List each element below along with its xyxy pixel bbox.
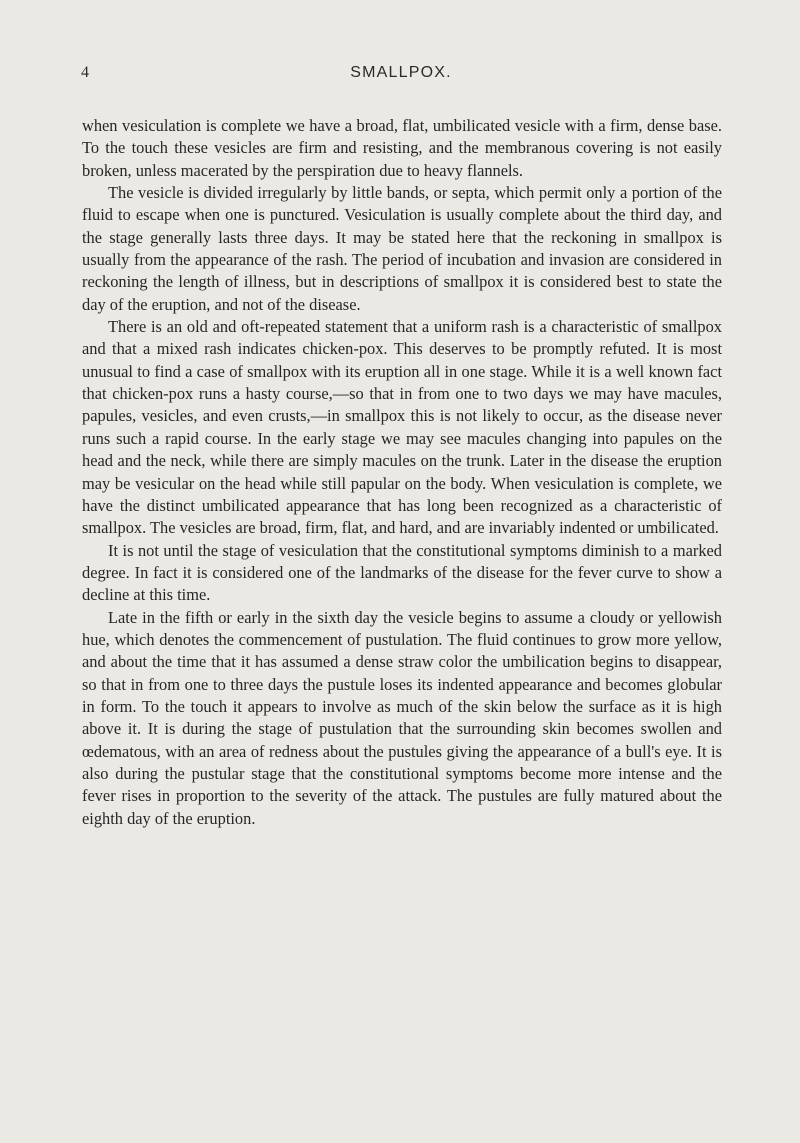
paragraph-mixed-rash: There is an old and oft-repeated statement that a uniform rash is a characteristic of smallpox and that a mixed rash indicates chicken-pox. This deserves to be promptly refuted. It is most unusual to find a case of smallpox with its eruption all in one stage. While it is a well known fact that chicken-pox runs a hasty course,—so that in from one to two days we may have macules, papules, vesicles, and even crusts,—in smallpox this is not likely to occur, as the disease never runs such a rapid course. In the early stage we may see macules changing into papules on the head and the neck, while there are simply macules on the trunk. Later in the disease the eruption may be vesicular on the head while still papular on the body. When vesiculation is complete, we have the distinct umbilicated appearance that has long been recognized as a characteristic of smallpox. The vesicles are broad, firm, flat, and hard, and are invariably indented or umbilicated. [82,317,722,538]
paragraph-vesicle-septa: The vesicle is divided irregularly by little bands, or septa, which permit only a portion of the fluid to escape when one is punctured. Vesiculation is usually complete about the third day, and the stage generally lasts three days. It may be stated here that the reckoning in smallpox is usually from the appearance of the rash. The period of incubation and invasion are considered in reckoning the length of illness, but in descriptions of smallpox it is considered best to state the day of the eruption, and not of the disease. [82,183,722,314]
running-head: SMALLPOX. [350,64,452,81]
paragraph-constitutional-symptoms: It is not until the stage of vesiculation that the constitutional symptoms diminish to a marked degree. In fact it is considered one of the landmarks of the disease for the fever curve to show a decline at this time. [82,540,722,605]
body-text [82,115,722,830]
page-header [81,64,721,94]
page-number: 4 [81,64,89,81]
paragraph-pustulation: Late in the fifth or early in the sixth day the vesicle begins to assume a cloudy or yellowish hue, which denotes the commencement of pustulation. The fluid continues to grow more yellow, and about the time that it has assumed a dense straw color the umbilication begins to disappear, so that in from one to three days the pustule loses its indented appearance and becomes globular in form. To the touch it appears to involve as much of the skin below the surface as it is high above it. It is during the stage of pustulation that the surrounding skin becomes swollen and œdematous, with an area of redness about the pustules giving the appearance of a bull's eye. It is also during the pustular stage that the constitutional symptoms become more intense and the fever rises in proportion to the severity of the attack. The pustules are fully matured about the eighth day of the eruption. [82,607,722,828]
paragraph-continuation: when vesiculation is complete we have a broad, flat, umbilicated vesicle with a firm, dense base. To the touch these vesicles are firm and resisting, and the membranous covering is not easily broken, unless macerated by the perspiration due to heavy flannels. [82,116,722,180]
